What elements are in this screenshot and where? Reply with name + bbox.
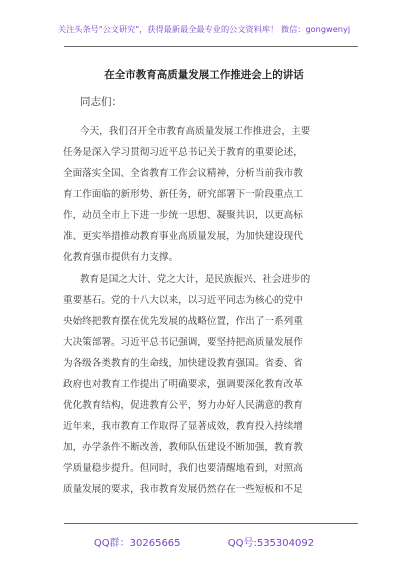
paragraph-line: 质量发展的要求，我市教育发展仍然存在一些短板和不足 [63,484,303,495]
salutation: 同志们： [80,96,122,108]
paragraph-line: 育工作面临的新形势、新任务，研究部署下一阶段重点工 [63,189,303,200]
document-title: 在全市教育高质量发展工作推进会上的讲话 [104,69,304,81]
paragraph-line: 优化教育结构，促进教育公平，努力办好人民满意的教育 [63,400,303,411]
header-promo-note: 关注头条号"公文研究"，获得最新最全最专业的公文资料库！ 微信：gongwenyj [57,24,351,34]
paragraph-line: 作，动员全市上下进一步统一思想、凝聚共识，以更高标 [63,210,303,221]
paragraph-line: 全面落实全国、全省教育工作会议精神，分析当前我市教 [63,168,303,179]
paragraph-line: 准、更实举措推动教育事业高质量发展，为加快建设现代 [63,231,303,242]
paragraph-2 [63,269,359,500]
paragraph-line: 大决策部署。习近平总书记强调，要坚持把高质量发展作 [63,337,303,348]
header-divider [64,46,358,47]
paragraph-line: 学质量稳步提升。但同时，我们也要清醒地看到，对照高 [63,463,303,474]
paragraph-line: 教育是国之大计、党之大计，是民族振兴、社会进步的 [80,274,311,285]
paragraph-line: 重要基石。党的十八大以来，以习近平同志为核心的党中 [63,295,303,306]
paragraph-line: 化教育强市提供有力支撑。 [63,252,179,263]
qq-group-label: QQ群：30265665 [93,538,181,549]
paragraph-line: 加，办学条件不断改善，教师队伍建设不断加强，教育教 [63,442,303,453]
paragraph-line: 任务是深入学习贯彻习近平总书记关于教育的重要论述， [63,147,303,158]
paragraph-line: 央始终把教育摆在优先发展的战略位置，作出了一系列重 [63,316,303,327]
paragraph-line: 今天，我们召开全市教育高质量发展工作推进会，主要 [80,126,311,137]
footer-contacts [0,534,408,549]
footer-divider [64,523,358,524]
paragraph-line: 近年来，我市教育工作取得了显著成效，教育投入持续增 [63,421,303,432]
paragraph-line: 为各级各类教育的生命线，加快建设教育强国。省委、省 [63,358,303,369]
paragraph-line: 政府也对教育工作提出了明确要求，强调要深化教育改革 [63,379,303,390]
paragraph-1 [63,121,359,268]
qq-number-label: QQ号:535304092 [227,538,315,549]
